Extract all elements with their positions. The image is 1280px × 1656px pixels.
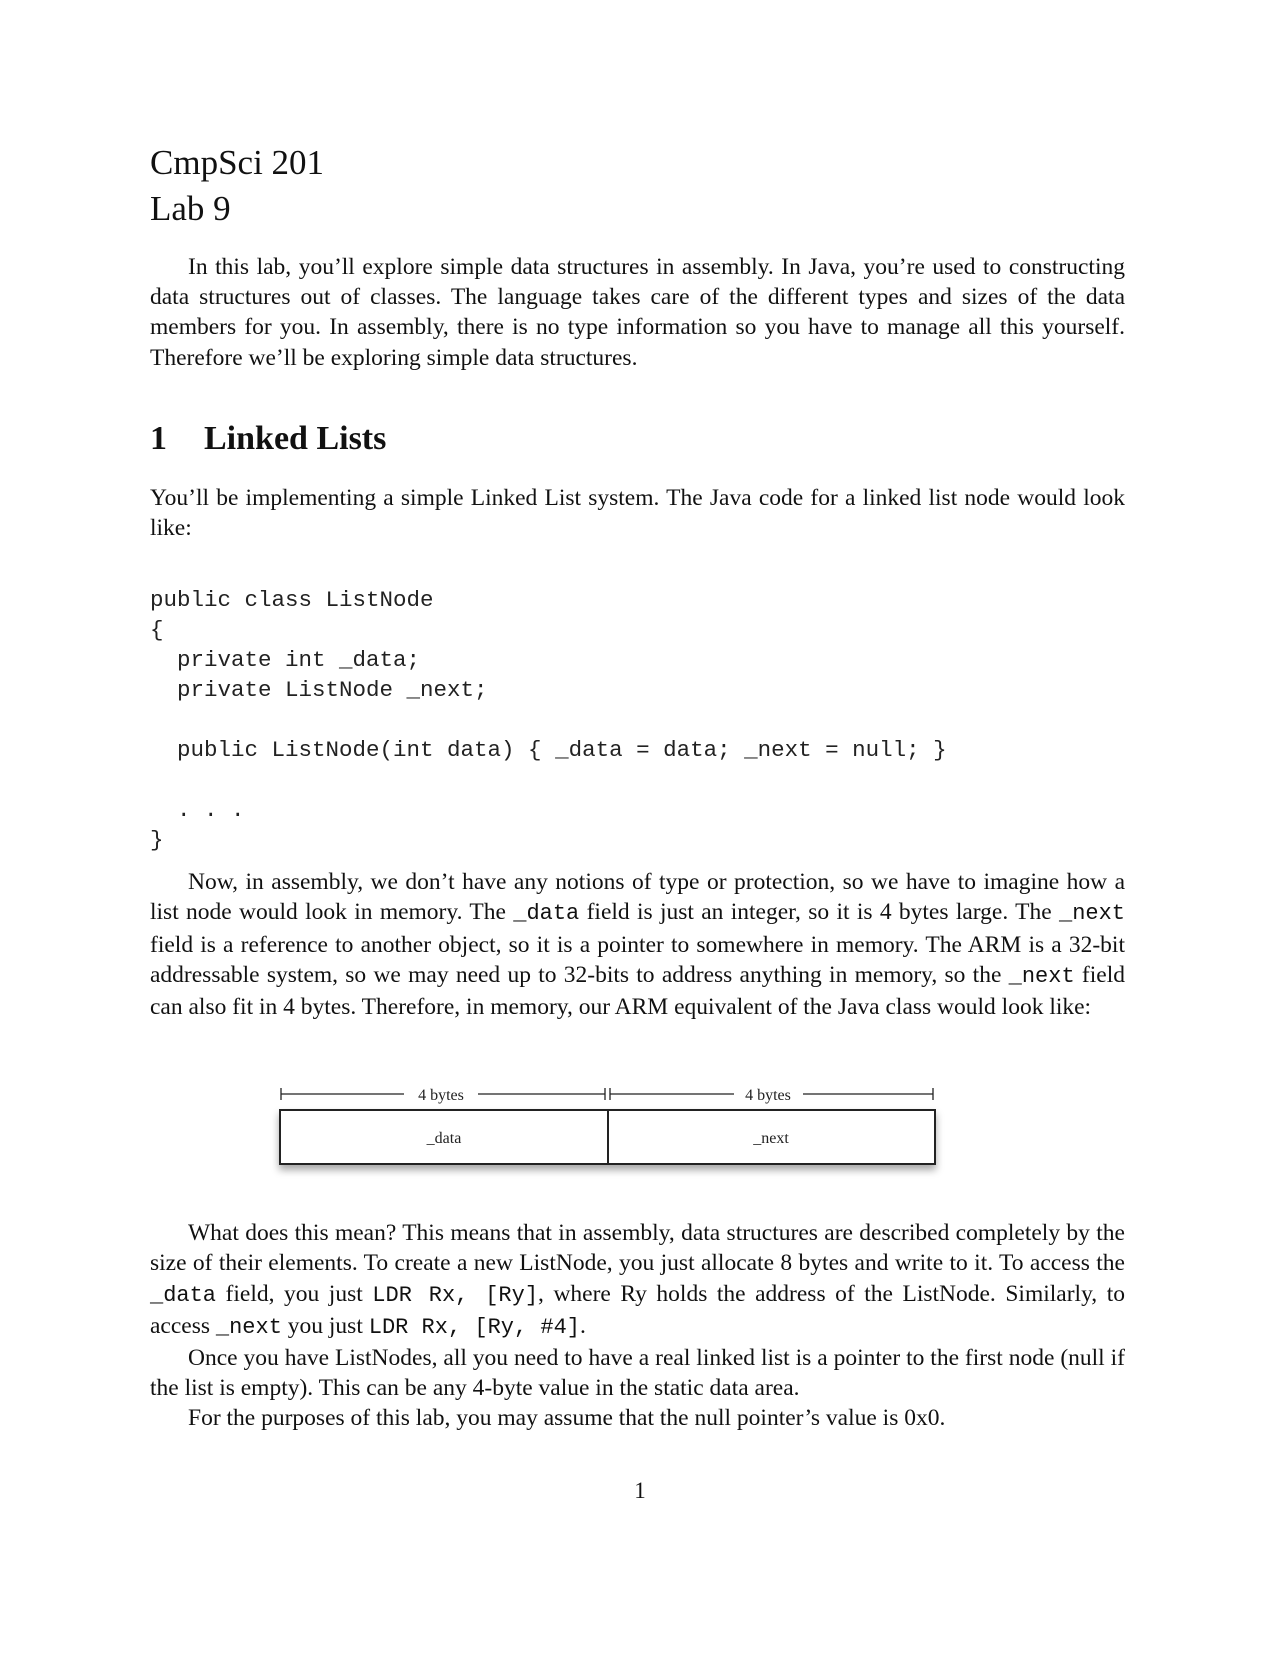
inline-code-next: _next (1059, 901, 1126, 927)
inline-code-data: _data (150, 1282, 217, 1308)
section-number: 1 (150, 419, 167, 457)
null-pointer-paragraph: For the purposes of this lab, you may assume that the null pointer’s value is 0x0. (188, 1405, 946, 1432)
text-span: field is just an integer, so it is 4 bytes large. The (579, 899, 1059, 926)
inline-code-next: _next (215, 1314, 282, 1340)
page-content (150, 140, 1125, 1434)
memory-explanation-paragraph (150, 867, 1125, 1022)
data-field-label: _data (426, 1130, 462, 1148)
linked-list-pointer-paragraph: Once you have ListNodes, all you need to have a real linked list is a pointer to the first node (null if the list is empty). This can be any 4-byte value in the static data area. (150, 1345, 1125, 1402)
memory-layout-svg (150, 1052, 1125, 1192)
left-size-label: 4 bytes (418, 1087, 464, 1105)
text-span: field can also fit in 4 bytes. Therefore, in memory, our ARM equivalent of the Java class would look like: (150, 961, 1125, 1021)
text-span: field is a reference to another object, so it is a pointer to somewhere in memory. The ARM is a 32-bit addressable system, so we may need up to 32-bits to address anything in memory, so the (150, 931, 1125, 988)
text-span: . (579, 1312, 586, 1339)
assembly-access-paragraph (150, 1218, 1125, 1343)
inline-code-ldr: LDR Rx, [Ry] (372, 1282, 539, 1308)
inline-code-next: _next (1008, 963, 1075, 989)
memory-layout-diagram (150, 1052, 1125, 1192)
inline-code-ldr-offset: LDR Rx, [Ry, #4] (368, 1314, 580, 1340)
text-span: field, you just (216, 1280, 373, 1307)
right-size-label: 4 bytes (745, 1087, 791, 1105)
inline-code-data: _data (513, 901, 580, 927)
next-field-label: _next (753, 1130, 789, 1148)
course-title: CmpSci 201 (150, 143, 325, 182)
text-span: you just (281, 1312, 369, 1339)
section-title: Linked Lists (204, 419, 387, 457)
section-lead-paragraph: You’ll be implementing a simple Linked List system. The Java code for a linked list node would look like: (150, 484, 1125, 542)
lab-title: Lab 9 (150, 189, 231, 228)
page-number: 1 (634, 1478, 646, 1503)
text-span: Now, in assembly, we don’t have any notions of type or protection, so we have to imagine how a list node would look in memory. The (150, 869, 1125, 926)
text-span: , where Ry holds the address of the ListNode. Similarly, to access (150, 1280, 1125, 1339)
java-code-block: public class ListNode { private int _data; private ListNode _next; public ListNode(int data) { _data = data; _next = null; } . . . } (150, 587, 947, 854)
intro-paragraph: In this lab, you’ll explore simple data structures in assembly. In Java, you’re used to constructing data structures out of classes. The language takes care of the different types and sizes of the data members for you. In assembly, there is no type information so you have to manage all this yourself. Therefore we’ll be exploring simple data structures. (150, 254, 1125, 371)
section-heading (150, 417, 1125, 461)
text-span: What does this mean? This means that in assembly, data structures are described completely by the size of their elements. To create a new ListNode, you just allocate 8 bytes and write to it. To access the (150, 1220, 1125, 1277)
